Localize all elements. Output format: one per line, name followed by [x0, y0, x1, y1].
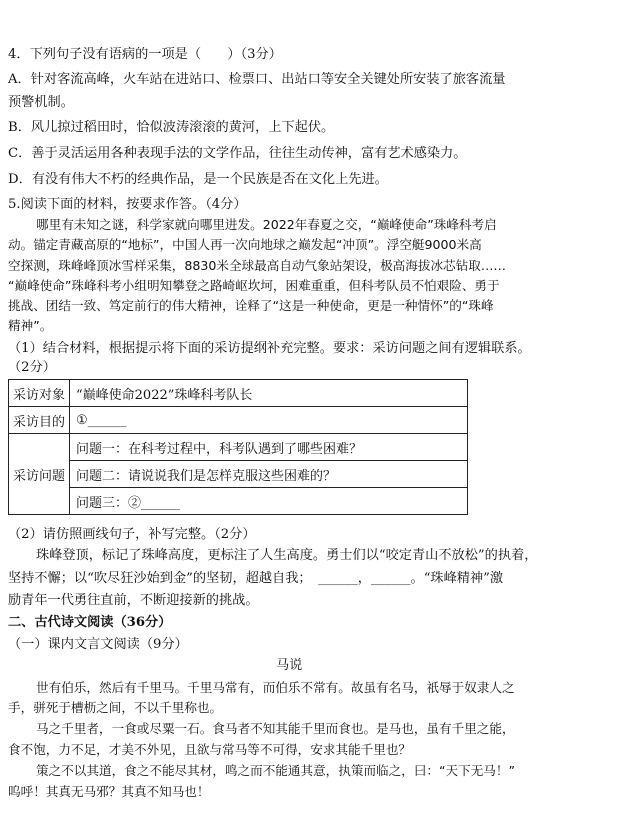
q5-passage-line: 挑战、团结一致、笃定前行的伟大精神，诠释了“这是一种使命，更是一种情怀”的“珠峰: [8, 298, 494, 313]
essay-line: 手，骈死于槽枥之间，不以千里称也。: [8, 700, 223, 715]
essay-line: 食不饱，力不足，才美不外见，且欲与常马等不可得，安求其能千里也？: [8, 742, 411, 757]
q5-sub2-stem: （2）请仿照画线句子，补写完整。（2分）: [8, 527, 256, 542]
essay-line: 马之千里者，一食或尽粟一石。食马者不知其能千里而食也。是马也，虽有千里之能，: [36, 721, 515, 736]
q5-passage-line: 空探测，珠峰峰顶冰雪样采集，8830米全球最高自动气象站架设，极高海拔冰芯钻取……: [8, 258, 507, 273]
interview-purpose-blank[interactable]: ①______: [70, 407, 468, 434]
q5-passage-line: 动。锚定青藏高原的“地标”，中国人再一次向地球之巅发起“冲顶”。浮空艇9000米高: [8, 237, 482, 252]
q5-passage-line: 哪里有未知之谜，科学家就向哪里进发。2022年春夏之交，“巅峰使命”珠峰科考启: [36, 217, 497, 232]
essay-line: 策之不以其道，食之不能尽其材，鸣之而不能通其意，执策而临之，曰：“天下无马！”: [36, 763, 516, 778]
q4-option-b: B．风儿掠过稻田时，恰似波涛滚滚的黄河，上下起伏。: [8, 120, 335, 135]
q5-passage-line: 精神”。: [8, 318, 53, 333]
table-row: [9, 380, 468, 407]
q4-option-c: C．善于灵活运用各种表现手法的文学作品，往往生动传神，富有艺术感染力。: [8, 146, 467, 161]
interview-questions-label: 采访问题: [9, 434, 70, 515]
q4-option-a-line2: 预警机制。: [8, 95, 74, 110]
interview-question-3-blank[interactable]: 问题三：②______: [70, 488, 468, 515]
table-row: [9, 434, 468, 461]
section2-title: 二、古代诗文阅读（36分）: [8, 615, 172, 630]
q5-sub1-line1: （1）结合材料，根据提示将下面的采访提纲补充完整。要求：采访问题之间有逻辑联系。: [8, 341, 531, 356]
essay-line: 呜呼！其真无马邪？其真不知马也！: [8, 784, 210, 799]
q5-sub2-text-line: 坚持不懈；以“吹尽狂沙始到金”的坚韧，超越自我； ______，______。“珠峰精神”激: [8, 571, 504, 586]
q4-option-d: D．有没有伟大不朽的经典作品，是一个民族是否在文化上先进。: [8, 172, 388, 187]
q5-passage-line: “巅峰使命”珠峰科考小组明知攀登之路崎岖坎坷，困难重重，但科考队员不怕艰险、勇于: [8, 278, 500, 293]
table-row: [9, 407, 468, 434]
interview-question-2: 问题二：请说说我们是怎样克服这些困难的？: [70, 461, 468, 488]
essay-title: 马说: [276, 658, 303, 673]
interview-outline-table: [8, 379, 468, 515]
section2-part1-title: （一）课内文言文阅读（9分）: [8, 637, 188, 652]
essay-line: 世有伯乐，然后有千里马。千里马常有，而伯乐不常有。故虽有名马，祇辱于奴隶人之: [36, 680, 515, 695]
q5-stem: 5.阅读下面的材料，按要求作答。（4分）: [8, 197, 247, 212]
q5-sub2-text-line: 励青年一代勇往直前，不断迎接新的挑战。: [8, 593, 259, 608]
interview-object-label: 采访对象: [9, 380, 70, 407]
q4-option-a-line1: A．针对客流高峰，火车站在进站口、检票口、出站口等安全关键处所安装了旅客流量: [8, 72, 506, 87]
q5-sub1-line2: （2分）: [8, 360, 56, 375]
q5-sub2-text-line: 珠峰登顶，标记了珠峰高度，更标注了人生高度。勇士们以“咬定青山不放松”的执着，: [36, 548, 538, 563]
interview-object-value: “巅峰使命2022”珠峰科考队长: [70, 380, 468, 407]
table-row: [9, 488, 468, 515]
interview-question-1: 问题一：在科考过程中，科考队遇到了哪些困难？: [70, 434, 468, 461]
q4-stem: 4．下列句子没有语病的一项是（ ）（3分）: [8, 47, 282, 62]
interview-purpose-label: 采访目的: [9, 407, 70, 434]
table-row: [9, 461, 468, 488]
